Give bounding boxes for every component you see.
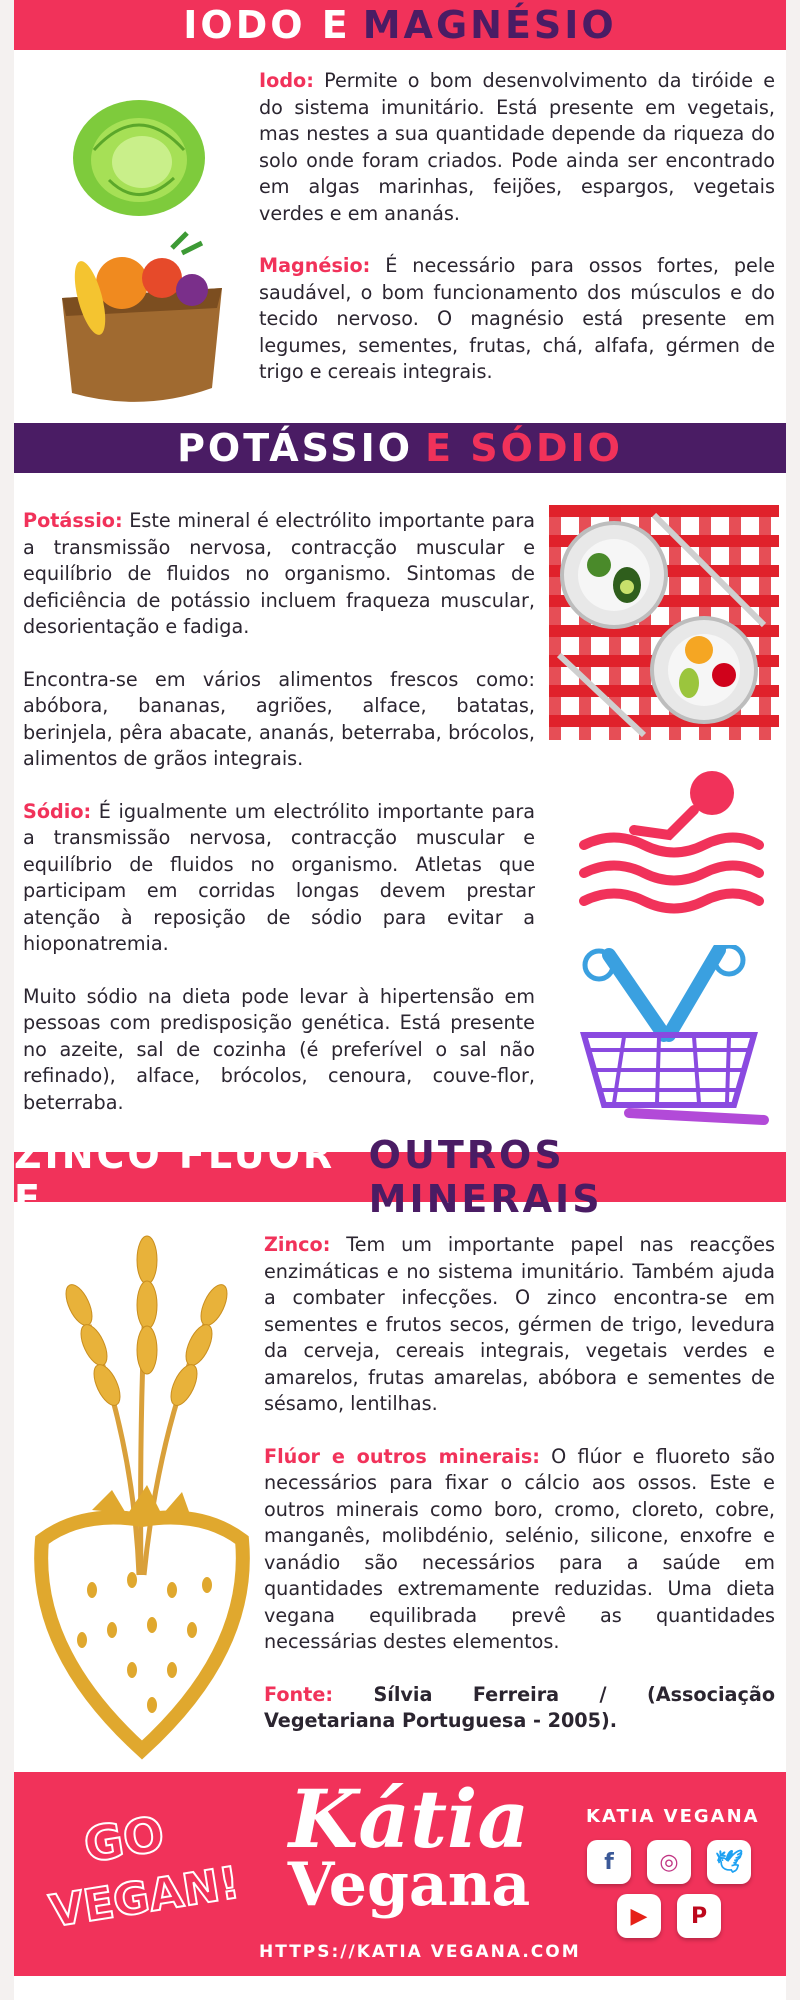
swimmer-icon xyxy=(574,765,764,925)
potassio-sodio-text xyxy=(23,508,535,1142)
zinco-paragraph xyxy=(264,1232,775,1418)
fonte-paragraph xyxy=(264,1682,775,1735)
infographic-page xyxy=(14,0,786,2000)
iodo-paragraph xyxy=(259,68,775,227)
magnesio-body: É necessário para ossos fortes, pele saudável, o bom funcionamento dos músculos e do tecido nervoso. O magnésio está presente em legumes, sementes, frutas, chá, alfafa, gérmen de trigo e cereais integrais. xyxy=(259,254,775,383)
sodio-more-paragraph: Muito sódio na dieta pode levar à hipertensão em pessoas com predisposição genética. Está presente no azeite, sal de cozinha (é preferível o sal não refinado), alface, brócolos, cenoura, couve-flor, beterraba. xyxy=(23,984,535,1114)
sodio-label: Sódio: xyxy=(23,799,92,823)
logo-vegana: Vegana xyxy=(287,1850,531,1920)
pinterest-icon[interactable]: P xyxy=(677,1894,721,1938)
picnic-plates-icon xyxy=(549,505,779,740)
potassio-foods-paragraph: Encontra-se em vários alimentos frescos como: abóbora, bananas, agriões, alface, batatas, berinjela, pêra abacate, ananás, beterraba, brócolos, alimentos de grãos integrais. xyxy=(23,667,535,770)
youtube-icon[interactable]: ▶ xyxy=(617,1894,661,1938)
section-header-potassio-sodio xyxy=(14,423,786,473)
fonte-label: Fonte: xyxy=(264,1682,334,1706)
header-title-part: ZINCO FLÚOR E xyxy=(14,1133,336,1221)
header-title-part: IODO E xyxy=(183,3,351,47)
go-text: GO xyxy=(80,1806,169,1874)
magnesio-paragraph xyxy=(259,253,775,386)
sodio-body: É igualmente um electrólito importante para a transmissão nervosa, contracção muscular e equilíbrio de fluidos no organismo. Atletas que participam em corridas longas devem prestar atenção à reposição de sódio para evitar a hioponatremia. xyxy=(23,799,535,955)
lettuce-icon xyxy=(64,90,214,220)
potassio-label: Potássio: xyxy=(23,509,123,532)
fonte-body: Sílvia Ferreira / (Associação Vegetariana Portuguesa - 2005). xyxy=(264,1682,775,1732)
facebook-icon[interactable]: f xyxy=(587,1840,631,1884)
vegetable-basket-icon xyxy=(52,228,232,408)
header-title-highlight: E SÓDIO xyxy=(425,426,623,470)
header-title-highlight: MAGNÉSIO xyxy=(362,3,617,47)
section-header-iodo-magnesio xyxy=(14,0,786,50)
zinco-label: Zinco: xyxy=(264,1233,331,1256)
vegan-text: VEGAN! xyxy=(46,1857,243,1938)
strawberry-icon xyxy=(22,1480,262,1760)
iodo-label: Iodo: xyxy=(259,69,314,92)
zinco-body: Tem um importante papel nas reacções enzimáticas e no sistema imunitário. Também ajuda a combater infecções. O zinco encontra-se em sementes e frutos secos, gérmen de trigo, levedura da cerveja, cereais integrais, vegetais verdes e amarelos, frutas amarelas, abóbora e sementes de sésamo, lentilhas. xyxy=(264,1233,775,1415)
magnesio-label: Magnésio: xyxy=(259,254,371,277)
iodo-magnesio-text xyxy=(259,68,775,412)
logo-katia: Kátia xyxy=(288,1772,530,1866)
carrot-basket-icon xyxy=(569,945,769,1130)
twitter-icon[interactable]: 🕊 xyxy=(707,1840,751,1884)
fluor-label: Flúor e outros minerais: xyxy=(264,1444,540,1468)
instagram-icon[interactable]: ◎ xyxy=(647,1840,691,1884)
fluor-body: O flúor e fluoreto são necessários para fixar o cálcio aos ossos. Este e outros minerais como boro, cromo, cloreto, cobre, manganês, molibdénio, selénio, silicone, enxofre e vanádio são necessários para a saúde em quantidades extremamente reduzidas. Uma dieta vegana equilibrada prevê as quantidades necessárias destes elementos. xyxy=(264,1444,775,1653)
footer xyxy=(14,1772,786,1976)
fluor-paragraph xyxy=(264,1444,775,1656)
zinco-fluor-text xyxy=(264,1232,775,1761)
potassio-paragraph xyxy=(23,508,535,641)
header-title-highlight: OUTROS MINERAIS xyxy=(368,1133,603,1221)
header-title-part: POTÁSSIO xyxy=(177,426,414,470)
brand-name: KATIA VEGANA xyxy=(586,1806,760,1827)
section-header-zinco-fluor xyxy=(14,1133,786,1221)
site-url[interactable]: HTTPS://KATIA VEGANA.COM xyxy=(259,1942,581,1962)
sodio-paragraph xyxy=(23,799,535,958)
iodo-body: Permite o bom desenvolvimento da tiróide e do sistema imunitário. Está presente em vegetais, mas nestes a sua quantidade depende da riqueza do solo onde foram criados. Pode ainda ser encontrado em algas marinhas, feijões, espargos, vegetais verdes e em ananás. xyxy=(259,69,775,225)
potassio-body: Este mineral é electrólito importante para a transmissão nervosa, contracção muscular e equilíbrio de fluidos no organismo. Sintomas de deficiência de potássio incluem fraqueza muscular, desorientação e fadiga. xyxy=(23,509,535,638)
